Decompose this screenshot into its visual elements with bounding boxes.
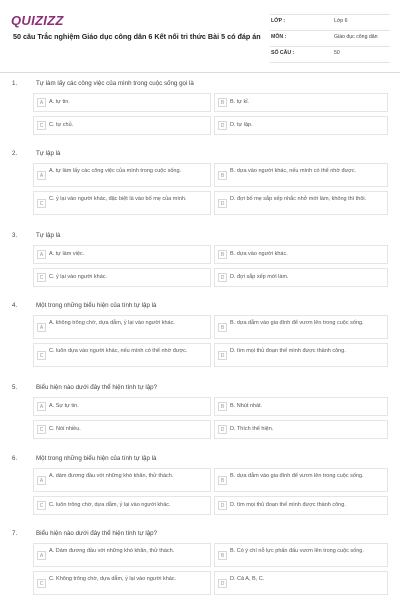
option-letter-box: A [37, 476, 46, 485]
option-letter-box: A [37, 250, 46, 259]
answer-option-a[interactable] [33, 163, 211, 187]
question-text: Một trong những biểu hiện của tính tự lập là [36, 302, 157, 309]
meta-label: SỐ CÂU : [271, 50, 295, 56]
question-text: Tự lập là [36, 150, 61, 157]
option-letter-box: A [37, 402, 46, 411]
option-text: B. tự kỉ. [230, 99, 249, 105]
question-text: Biểu hiện nào dưới đây thể hiện tính tự lập? [36, 530, 158, 537]
option-text: C. luôn trông chờ, dựa dẫm, ỷ lại vào người khác. [49, 502, 171, 508]
answer-option-a[interactable] [33, 93, 211, 112]
question-number: 2. [12, 150, 18, 157]
answer-option-c[interactable] [33, 116, 211, 135]
answer-option-b[interactable] [214, 397, 388, 416]
option-text: A. dám đương đầu với những khó khăn, thử thách. [49, 473, 174, 479]
option-text: B. Nhút nhát. [230, 403, 263, 409]
option-letter-box: D [218, 579, 227, 588]
answer-option-a[interactable] [33, 543, 211, 567]
option-letter-box: C [37, 351, 46, 360]
option-letter-box: C [37, 199, 46, 208]
option-letter-box: A [37, 323, 46, 332]
option-letter-box: A [37, 171, 46, 180]
answer-option-a[interactable] [33, 315, 211, 339]
meta-table [270, 14, 390, 63]
answer-option-b[interactable] [214, 245, 388, 264]
answer-option-a[interactable] [33, 245, 211, 264]
option-text: A. tự tin. [49, 99, 70, 105]
question-number: 5. [12, 384, 18, 391]
option-text: D. tự lập. [230, 122, 253, 128]
option-letter-box: D [218, 273, 227, 282]
quizizz-logo: QUIZIZZ [11, 13, 64, 28]
option-letter-box: B [218, 551, 227, 560]
option-letter-box: B [218, 171, 227, 180]
question-text: Tự làm lấy các công việc của mình trong cuộc sống gọi là [36, 80, 194, 87]
option-text: B. dựa dẫm vào gia đình để vươn lên trong cuộc sống. [230, 320, 364, 326]
question-text: Biểu hiện nào dưới đây thể hiện tính tự lập? [36, 384, 158, 391]
option-letter-box: C [37, 425, 46, 434]
option-text: B. dựa vào người khác. [230, 251, 288, 257]
option-text: A. tự làm việc. [49, 251, 85, 257]
answer-option-d[interactable] [214, 191, 388, 215]
option-letter-box: B [218, 476, 227, 485]
option-letter-box: C [37, 121, 46, 130]
option-letter-box: B [218, 98, 227, 107]
page-title: 50 câu Trắc nghiệm Giáo dục công dân 6 Kết nối tri thức Bài 5 có đáp án [13, 32, 261, 41]
answer-option-a[interactable] [33, 468, 211, 492]
meta-label: LỚP : [271, 18, 286, 24]
header-divider [0, 72, 400, 73]
question-number: 7. [12, 530, 18, 537]
meta-row-subject [270, 31, 390, 47]
option-letter-box: C [37, 273, 46, 282]
answer-option-d[interactable] [214, 420, 388, 439]
option-text: C. Nói nhiều. [49, 426, 81, 432]
option-text: C. luôn dựa vào người khác, nếu mình có thể nhờ được. [49, 348, 188, 354]
answer-option-c[interactable] [33, 420, 211, 439]
option-text: D. đợi sắp xếp mới làm. [230, 274, 289, 280]
option-text: B. Có ý chí nỗ lực phấn đấu vươn lên trong cuộc sống. [230, 548, 364, 554]
meta-row-class [270, 14, 390, 31]
question-number: 6. [12, 455, 18, 462]
option-letter-box: D [218, 199, 227, 208]
page-header [0, 0, 400, 72]
question-number: 3. [12, 232, 18, 239]
option-text: A. không trông chờ, dựa dẫm, ỷ lại vào người khác. [49, 320, 175, 326]
answer-option-c[interactable] [33, 268, 211, 287]
option-text: A. Sự tự tin. [49, 403, 79, 409]
option-letter-box: D [218, 501, 227, 510]
answer-option-b[interactable] [214, 163, 388, 187]
option-text: B. dựa vào người khác, nếu mình có thể nhờ được. [230, 168, 357, 174]
option-text: D. đợi bố mẹ sắp xếp nhắc nhở mới làm, không thì thôi. [230, 196, 367, 202]
answer-option-d[interactable] [214, 571, 388, 595]
meta-label: MÔN : [271, 34, 287, 40]
option-text: D. tìm mọi thủ đoạn thế mình được thành công. [230, 348, 346, 354]
answer-option-c[interactable] [33, 191, 211, 215]
option-letter-box: B [218, 323, 227, 332]
answer-option-c[interactable] [33, 571, 211, 595]
answer-option-c[interactable] [33, 343, 211, 367]
option-letter-box: A [37, 551, 46, 560]
option-text: A. tự làm lấy các công việc của mình trong cuộc sống. [49, 168, 182, 174]
meta-value: Lớp 6 [334, 18, 348, 24]
answer-option-d[interactable] [214, 496, 388, 515]
meta-row-count [270, 47, 390, 63]
option-letter-box: C [37, 579, 46, 588]
option-text: D. Cả A, B, C. [230, 576, 265, 582]
question-number: 1. [12, 80, 18, 87]
answer-option-b[interactable] [214, 543, 388, 567]
option-text: D. Thích thể hiện. [230, 426, 274, 432]
question-text: Một trong những biểu hiện của tính tự lập là [36, 455, 157, 462]
option-letter-box: B [218, 402, 227, 411]
answer-option-d[interactable] [214, 116, 388, 135]
option-letter-box: D [218, 121, 227, 130]
option-text: B. dựa dẫm vào gia đình để vươn lên trong cuộc sống. [230, 473, 364, 479]
option-text: D. tìm mọi thủ đoạn thế mình được thành công. [230, 502, 346, 508]
answer-option-b[interactable] [214, 93, 388, 112]
option-text: C. ỷ lại vào người khác, đặc biệt là vào bố mẹ của mình. [49, 196, 187, 202]
answer-option-a[interactable] [33, 397, 211, 416]
option-letter-box: A [37, 98, 46, 107]
meta-value: 50 [334, 50, 340, 56]
option-letter-box: B [218, 250, 227, 259]
answer-option-b[interactable] [214, 468, 388, 492]
option-text: A. Dám đương đầu với những khó khăn, thử thách. [49, 548, 175, 554]
answer-option-d[interactable] [214, 268, 388, 287]
question-text: Tự lập là [36, 232, 61, 239]
answer-option-c[interactable] [33, 496, 211, 515]
question-number: 4. [12, 302, 18, 309]
option-text: C. tự chủ. [49, 122, 74, 128]
option-text: C. Không trông chờ, dựa dẫm, ỷ lại vào người khác. [49, 576, 177, 582]
option-text: C. ỷ lại vào người khác. [49, 274, 108, 280]
option-letter-box: D [218, 425, 227, 434]
option-letter-box: D [218, 351, 227, 360]
meta-value: Giáo dục công dân [334, 34, 378, 40]
answer-option-d[interactable] [214, 343, 388, 367]
answer-option-b[interactable] [214, 315, 388, 339]
option-letter-box: C [37, 501, 46, 510]
